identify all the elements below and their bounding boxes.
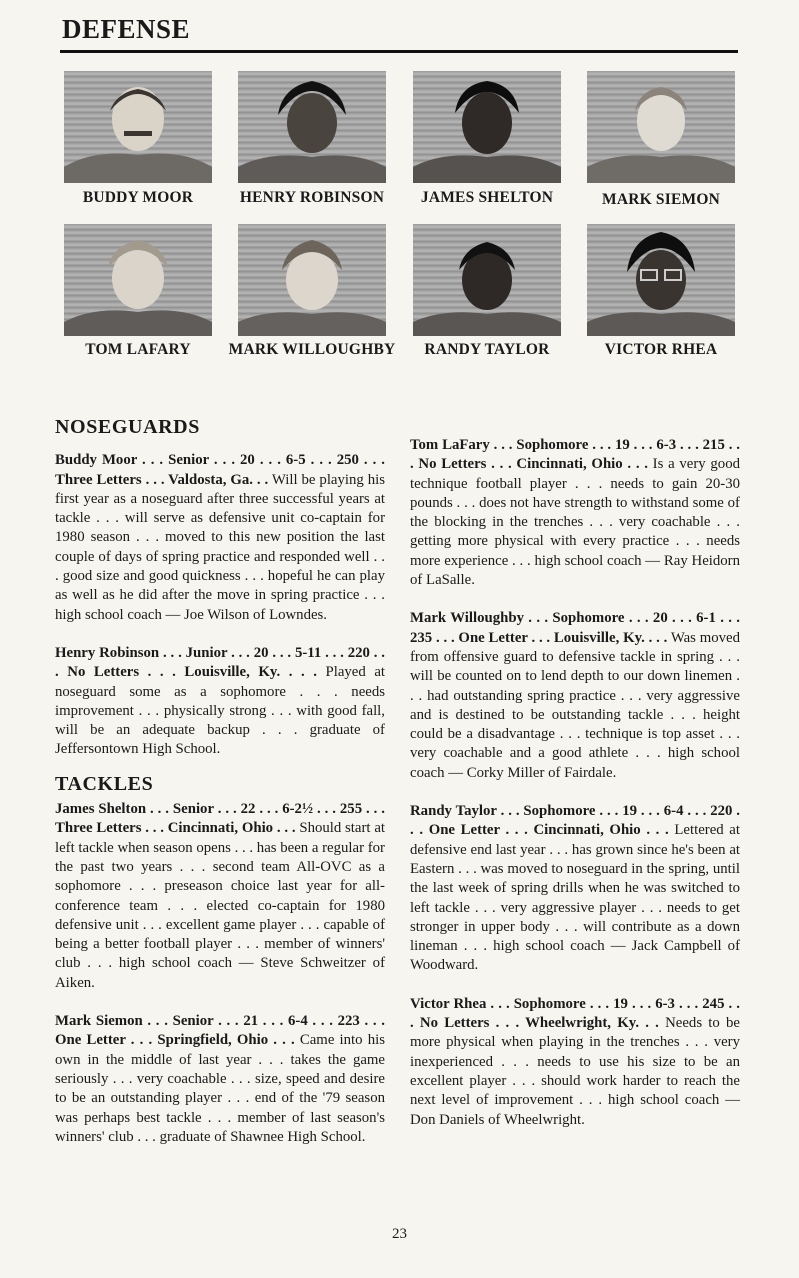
bio-victor-rhea: Victor Rhea . . . Sophomore . . . 19 . . . 6-3 . . . 245 . . . No Letters . . . Wheelwright, Ky. . . Needs to be more physical when playing in the trenches . . . very inexperienced . . . needs to use his size to be an excellent player . . . should work harder to reach the next level of improvement . . . high school coach — Don Daniels of Wheelwright. [410, 995, 740, 1128]
bio-randy-taylor: Randy Taylor . . . Sophomore . . . 19 . . . 6-4 . . . 220 . . . One Letter . . . Cincinnati, Ohio . . . Lettered at defensive end last year . . . has grown since he's been at Eastern . . . was moved to noseguard in the spring, until the last week of spring drills when he was switched to left tackle . . . very aggressive player . . . needs to get stronger in upper body . . . will contribute as a down lineman . . . high school coach — Jack Campbell of Woodward. [410, 803, 740, 974]
player-photo-mark-siemon [587, 71, 735, 183]
bio-buddy-moor: Buddy Moor . . . Senior . . . 20 . . . 6-5 . . . 250 . . . Three Letters . . . Valdosta, Ga. . . Will be playing his first year as a noseguard after three successful years at tackle . . . will serve as defensive unit co-captain for 1980 season . . . moved to this new position the last couple of days of spring practice and responded well . . . good size and good quickness . . . hopeful he can play as well as he did after the move in spring practice . . . high school coach — Joe Wilson of Lowndes. [55, 452, 385, 623]
page-title: DEFENSE [62, 14, 191, 44]
caption-mark-siemon: MARK SIEMON [601, 191, 721, 208]
section-heading-noseguards: NOSEGUARDS [55, 416, 200, 438]
left-column [55, 418, 385, 1166]
bio-mark-willoughby: Mark Willoughby . . . Sophomore . . . 20 . . . 6-1 . . . 235 . . . One Letter . . . Louisville, Ky. . . . Was moved from offensive guard to defensive tackle in spring . . . will be counted on to lend depth to our down linemen . . . had outstanding spring practice . . . very aggressive and is destined to be outstanding tackle . . . height could be a disadvantage . . . technique is top asset . . . very coachable and a good athlete . . . high school coach — Corky Miller of Fairdale. [410, 610, 740, 781]
player-photo-tom-lafary [64, 224, 212, 336]
bio-henry-robinson: Henry Robinson . . . Junior . . . 20 . . . 5-11 . . . 220 . . . No Letters . . . Louisville, Ky. . . . Played at noseguard some as a sophomore . . . needs improvement . . . physically strong . . . with good fall, will be an adequate backup . . . graduate of Jeffersontown High School. [55, 644, 385, 758]
player-photo-mark-willoughby [238, 224, 386, 336]
caption-buddy-moor: BUDDY MOOR [82, 189, 194, 206]
player-photo-buddy-moor [64, 71, 212, 183]
player-photo-victor-rhea [587, 224, 735, 336]
player-photo-henry-robinson [238, 71, 386, 183]
caption-james-shelton: JAMES SHELTON [420, 189, 554, 206]
player-photo-james-shelton [413, 71, 561, 183]
right-column [410, 436, 740, 1149]
caption-henry-robinson: HENRY ROBINSON [239, 189, 385, 206]
section-heading-tackles: TACKLES [55, 772, 154, 795]
bio-mark-siemon: Mark Siemon . . . Senior . . . 21 . . . 6-4 . . . 223 . . . One Letter . . . Springfield, Ohio . . . Came into his own in the middle of last year . . . takes the game seriously . . . very coachable . . . size, speed and desire to be an outstanding player . . . end of the '79 season was perhaps best tackle . . . member of last season's winners' club . . . graduate of Shawnee High School. [55, 1013, 385, 1145]
caption-mark-willoughby: MARK WILLOUGHBY [228, 341, 396, 358]
bio-james-shelton: James Shelton . . . Senior . . . 22 . . . 6-2½ . . . 255 . . . Three Letters . . . Cincinnati, Ohio . . . Should start at left tackle when season opens . . . has been a regular for the past two years . . . second team All-OVC as a sophomore . . . preseason choice last year for all-conference team . . . elected co-captain for 1980 defensive unit . . . excellent game player . . . capable of being a better football player . . . member of winners' club . . . high school coach — Steve Schweitzer of Aiken. [55, 801, 385, 991]
caption-tom-lafary: TOM LAFARY [85, 341, 191, 358]
bio-tom-lafary: Tom LaFary . . . Sophomore . . . 19 . . . 6-3 . . . 215 . . . No Letters . . . Cincinnati, Ohio . . . Is a very good technique football player . . . needs to gain 20-30 pounds . . . does not have strength to withstand some of the blocking in the trenches . . . very coachable . . . getting more physical with every practice . . . needs more experience . . . high school coach — Ray Heidorn of LaSalle. [410, 437, 740, 589]
player-photo-randy-taylor [413, 224, 561, 336]
heading-divider [60, 50, 738, 53]
caption-victor-rhea: VICTOR RHEA [604, 341, 718, 358]
caption-randy-taylor: RANDY TAYLOR [424, 341, 550, 358]
page-number: 23 [392, 1226, 407, 1242]
